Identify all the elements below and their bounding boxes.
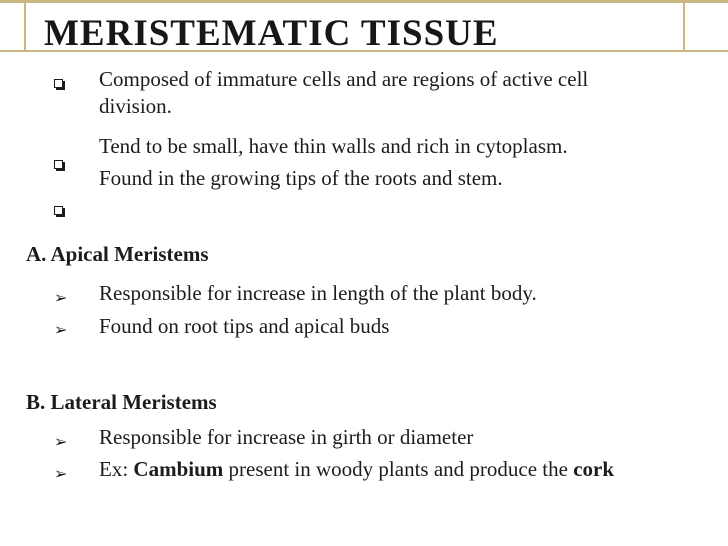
left-frame-line — [24, 0, 26, 52]
example-term-cork: cork — [573, 457, 615, 481]
section-b-heading: B. Lateral Meristems — [26, 390, 217, 414]
slide-title: MERISTEMATIC TISSUE — [44, 13, 499, 54]
example-bullet-text — [99, 456, 614, 483]
arrow-bullet-icon: ➢ — [54, 288, 68, 307]
bullet-text: Responsible for increase in length of the plant body. — [99, 281, 537, 305]
bullet-text-continued: division. — [99, 94, 172, 118]
section-a-heading: A. Apical Meristems — [26, 242, 209, 266]
bullet-text: Tend to be small, have thin walls and rich in cytoplasm. — [99, 134, 568, 158]
square-bullet-icon — [54, 206, 68, 220]
example-middle: present in woody plants and produce the — [223, 457, 574, 481]
bullet-text: Composed of immature cells and are regions of active cell — [99, 67, 589, 91]
square-bullet-icon — [54, 79, 68, 93]
arrow-bullet-icon: ➢ — [54, 320, 68, 339]
arrow-bullet-icon: ➢ — [54, 432, 68, 451]
right-frame-line — [683, 0, 685, 52]
bullet-text: Responsible for increase in girth or diameter — [99, 425, 474, 449]
example-term-cambium: Cambium — [133, 457, 224, 481]
square-bullet-icon — [54, 160, 68, 174]
bullet-text: Found on root tips and apical buds — [99, 314, 390, 338]
top-border — [0, 0, 728, 3]
bullet-text: Found in the growing tips of the roots and stem. — [99, 166, 503, 190]
arrow-bullet-icon: ➢ — [54, 464, 68, 483]
example-prefix: Ex: — [99, 457, 134, 481]
